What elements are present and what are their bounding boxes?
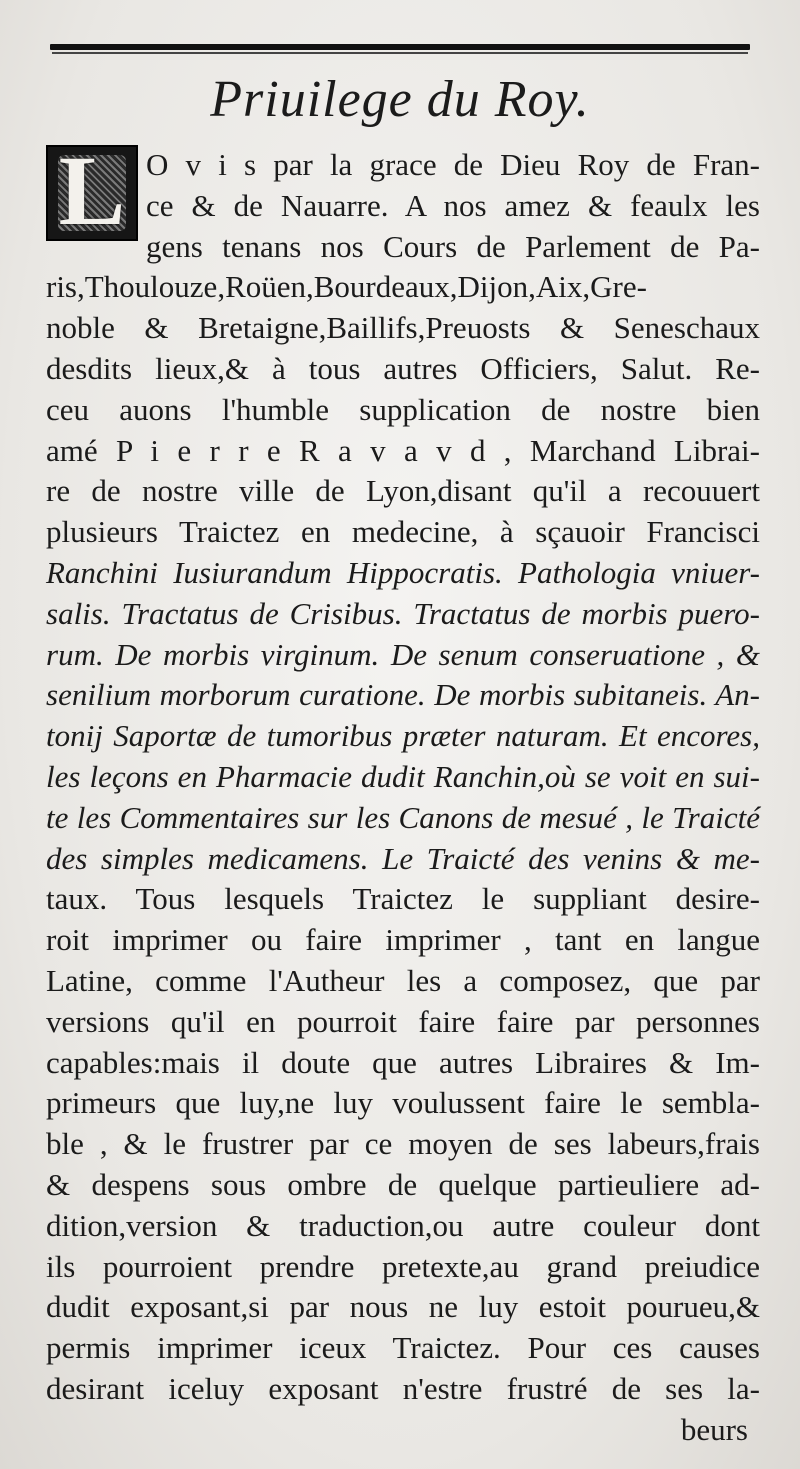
text-line: primeurs que luy,ne luy voulussent faire le sembla-	[46, 1085, 760, 1121]
text-line: gens tenans nos Cours de Parlement de Pa-	[146, 228, 760, 264]
text-line: rum. De morbis virginum. De senum conseruatione , &	[46, 636, 760, 672]
text-line: tonij Saportæ de tumoribus præter naturam. Et encores,	[46, 718, 760, 754]
text-line: ce & de Nauarre. A nos amez & feaulx les	[146, 187, 760, 223]
text-line: O v i s par la grace de Dieu Roy de Fran-	[146, 147, 760, 182]
text-line: ris,Thoulouze,Roüen,Bourdeaux,Dijon,Aix,Gre-	[46, 269, 647, 305]
text-line: Ranchini Iusiurandum Hippocratis. Pathologia vniuer-	[46, 554, 760, 590]
text-line: ble , & le frustrer par ce moyen de ses labeurs,frais	[46, 1126, 760, 1162]
text-line: des simples medicamens. Le Traicté des venins & me-	[46, 840, 760, 876]
text-line: versions qu'il en pourroit faire faire par personnes	[46, 1003, 760, 1039]
text-line: salis. Tractatus de Crisibus. Tractatus de morbis puero-	[46, 595, 760, 631]
text-line: amé P i e r r e R a v a v d , Marchand Librai-	[46, 432, 760, 468]
text-line: ils pourroient prendre pretexte,au grand preiudice	[46, 1248, 760, 1284]
text-line: dition,version & traduction,ou autre couleur dont	[46, 1207, 760, 1243]
header-rule	[50, 44, 750, 50]
drop-cap-letter: L	[58, 135, 126, 246]
text-line: dudit exposant,si par nous ne luy estoit pourueu,&	[46, 1289, 760, 1325]
text-line: permis imprimer iceux Traictez. Pour ces causes	[46, 1330, 760, 1366]
catchword: beurs	[680, 1411, 748, 1447]
text-line: & despens sous ombre de quelque partieuliere ad-	[46, 1166, 760, 1202]
text-line: Latine, comme l'Autheur les a composez, que par	[46, 962, 760, 998]
page-title: Priuilege du Roy.	[210, 71, 590, 128]
text-line: senilium morborum curatione. De morbis subitaneis. An-	[46, 677, 760, 713]
text-line: les leçons en Pharmacie dudit Ranchin,où se voit en sui-	[46, 758, 760, 794]
text-line: desirant iceluy exposant n'estre frustré de ses la-	[46, 1370, 760, 1406]
text-line: taux. Tous lesquels Traictez le suppliant desire-	[46, 881, 760, 917]
text-line: re de nostre ville de Lyon,disant qu'il a recouuert	[46, 473, 760, 509]
body-text	[46, 145, 760, 1451]
text-line: te les Commentaires sur les Canons de mesué , le Traicté	[46, 799, 760, 835]
text-line: noble & Bretaigne,Baillifs,Preuosts & Seneschaux	[46, 310, 760, 346]
text-line: roit imprimer ou faire imprimer , tant en langue	[46, 922, 760, 958]
text-line: plusieurs Traictez en medecine, à sçauoir Francisci	[46, 514, 760, 550]
text-line: desdits lieux,& à tous autres Officiers, Salut. Re-	[46, 350, 760, 386]
text-line: capables:mais il doute que autres Libraires & Im-	[46, 1044, 760, 1080]
text-line: ceu auons l'humble supplication de nostre bien	[46, 391, 760, 427]
header-rule-thin	[52, 52, 748, 54]
